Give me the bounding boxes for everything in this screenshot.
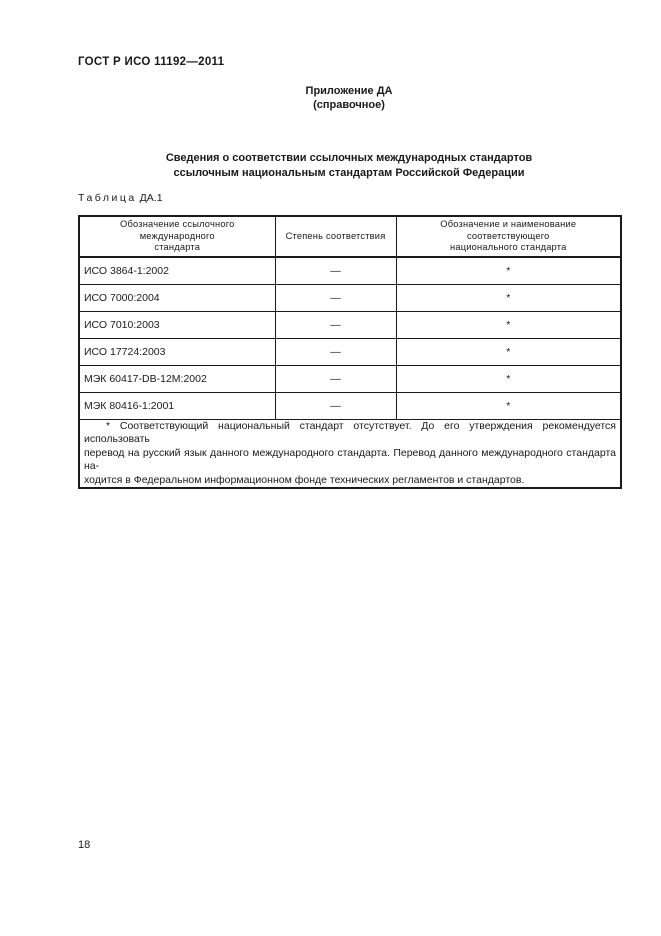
cell-national-standard: *: [396, 284, 621, 311]
cell-international-standard: МЭК 80416-1:2001: [79, 392, 275, 419]
section-title-line1: Сведения о соответствии ссылочных международных стандартов: [165, 152, 533, 164]
column-header-degree: [275, 216, 396, 257]
cell-international-standard: ИСО 7010:2003: [79, 311, 275, 338]
table-row: [79, 392, 621, 419]
appendix-kind: (справочное): [313, 99, 385, 111]
cell-national-standard: *: [396, 392, 621, 419]
column-header-line: Обозначение ссылочного международного: [120, 219, 235, 241]
cell-degree: —: [275, 311, 396, 338]
cell-degree: —: [275, 392, 396, 419]
correspondence-table: [78, 215, 622, 489]
cell-international-standard: ИСО 3864-1:2002: [79, 257, 275, 285]
table-row: [79, 257, 621, 285]
cell-international-standard: ИСО 7000:2004: [79, 284, 275, 311]
column-header-international-standard: [79, 216, 275, 257]
cell-national-standard: *: [396, 311, 621, 338]
cell-degree: —: [275, 365, 396, 392]
cell-degree: —: [275, 338, 396, 365]
table-row: [79, 365, 621, 392]
table-caption: [78, 192, 163, 204]
column-header-line: стандарта: [154, 242, 201, 252]
cell-national-standard: *: [396, 257, 621, 285]
cell-degree: —: [275, 257, 396, 285]
table-footnote-row: [79, 419, 621, 488]
cell-international-standard: МЭК 60417-DB-12M:2002: [79, 365, 275, 392]
table-header-row: [79, 216, 621, 257]
footnote-line: * Соответствующий национальный стандарт отсутствует. До его утверждения рекомендуется использовать: [84, 419, 616, 445]
footnote-line: ходится в Федеральном информационном фонде технических регламентов и стандартов.: [84, 473, 525, 486]
column-header-line: Степень соответствия: [285, 230, 386, 241]
table-footnote: [79, 419, 621, 488]
document-number: ГОСТ Р ИСО 11192—2011: [78, 56, 225, 68]
cell-national-standard: *: [396, 338, 621, 365]
table-row: [79, 311, 621, 338]
section-title-line2: ссылочным национальным стандартам Российской Федерации: [173, 166, 525, 179]
column-header-national-standard: [396, 216, 621, 257]
cell-national-standard: *: [396, 365, 621, 392]
footnote-line: перевод на русский язык данного международного стандарта. Перевод данного международного стандарта на-: [84, 446, 616, 472]
column-header-line: Обозначение и наименование соответствующего: [440, 219, 577, 241]
table-caption-word: Таблица: [78, 192, 137, 204]
appendix-label: Приложение ДА: [305, 85, 393, 97]
page-number: 18: [78, 839, 91, 851]
cell-international-standard: ИСО 17724:2003: [79, 338, 275, 365]
column-header-line: национального стандарта: [450, 242, 567, 252]
table-row: [79, 284, 621, 311]
table-row: [79, 338, 621, 365]
cell-degree: —: [275, 284, 396, 311]
table-caption-number: ДА.1: [139, 192, 163, 204]
appendix-heading: [78, 84, 620, 112]
section-title: [78, 151, 620, 180]
